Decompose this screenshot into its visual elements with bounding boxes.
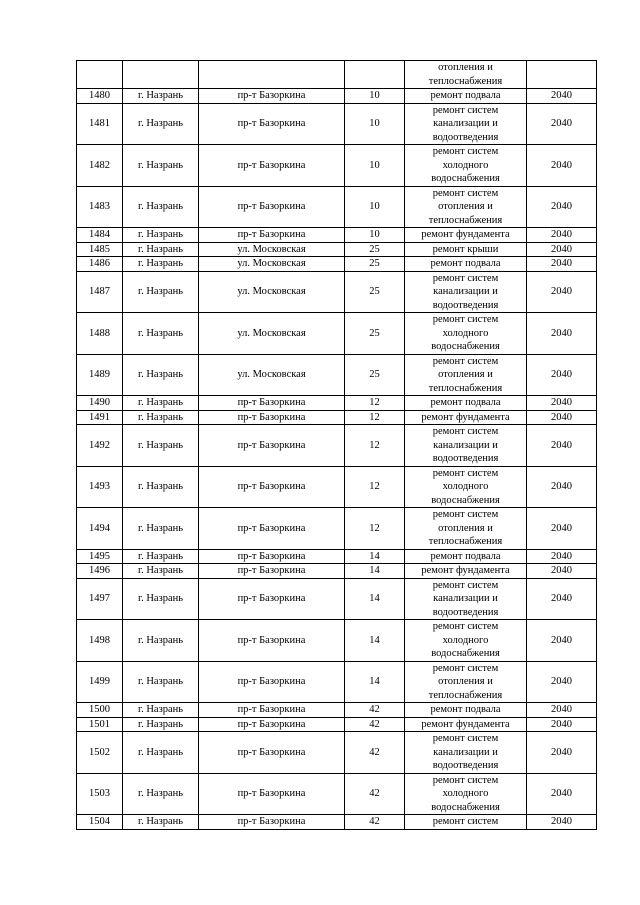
table-row bbox=[77, 410, 597, 425]
table-row bbox=[77, 61, 597, 89]
table-row bbox=[77, 242, 597, 257]
year-cell: 2040 bbox=[527, 242, 597, 257]
house-number-cell: 42 bbox=[345, 717, 405, 732]
year-cell: 2040 bbox=[527, 466, 597, 508]
table-row bbox=[77, 564, 597, 579]
street-cell: пр-т Базоркина bbox=[199, 620, 345, 662]
house-number-cell: 12 bbox=[345, 425, 405, 467]
work-type-cell: ремонт систем bbox=[405, 815, 527, 830]
year-cell: 2040 bbox=[527, 396, 597, 411]
year-cell: 2040 bbox=[527, 103, 597, 145]
work-type-cell: ремонт фундамента bbox=[405, 228, 527, 243]
row-number-cell: 1501 bbox=[77, 717, 123, 732]
city-cell: г. Назрань bbox=[123, 717, 199, 732]
street-cell: ул. Московская bbox=[199, 313, 345, 355]
table-row bbox=[77, 578, 597, 620]
house-number-cell: 10 bbox=[345, 89, 405, 104]
row-number-cell: 1492 bbox=[77, 425, 123, 467]
house-number-cell: 42 bbox=[345, 732, 405, 774]
row-number-cell: 1495 bbox=[77, 549, 123, 564]
street-cell: пр-т Базоркина bbox=[199, 186, 345, 228]
row-number-cell: 1490 bbox=[77, 396, 123, 411]
city-cell: г. Назрань bbox=[123, 466, 199, 508]
house-number-cell: 12 bbox=[345, 410, 405, 425]
house-number-cell: 14 bbox=[345, 549, 405, 564]
house-number-cell: 10 bbox=[345, 145, 405, 187]
city-cell: г. Назрань bbox=[123, 620, 199, 662]
street-cell: пр-т Базоркина bbox=[199, 425, 345, 467]
year-cell: 2040 bbox=[527, 717, 597, 732]
street-cell: пр-т Базоркина bbox=[199, 103, 345, 145]
year-cell: 2040 bbox=[527, 703, 597, 718]
city-cell: г. Назрань bbox=[123, 271, 199, 313]
city-cell: г. Назрань bbox=[123, 410, 199, 425]
table-row bbox=[77, 425, 597, 467]
house-number-cell: 10 bbox=[345, 228, 405, 243]
work-type-cell: ремонт фундамента bbox=[405, 410, 527, 425]
work-type-cell: ремонт систем отопления и теплоснабжения bbox=[405, 186, 527, 228]
house-number-cell: 25 bbox=[345, 242, 405, 257]
street-cell: ул. Московская bbox=[199, 242, 345, 257]
house-number-cell: 14 bbox=[345, 564, 405, 579]
year-cell: 2040 bbox=[527, 661, 597, 703]
table-row bbox=[77, 661, 597, 703]
row-number-cell: 1484 bbox=[77, 228, 123, 243]
house-number-cell: 25 bbox=[345, 257, 405, 272]
year-cell: 2040 bbox=[527, 815, 597, 830]
city-cell: г. Назрань bbox=[123, 815, 199, 830]
street-cell: пр-т Базоркина bbox=[199, 815, 345, 830]
house-number-cell: 25 bbox=[345, 271, 405, 313]
year-cell: 2040 bbox=[527, 89, 597, 104]
year-cell bbox=[527, 61, 597, 89]
work-type-cell: ремонт систем канализации и водоотведения bbox=[405, 271, 527, 313]
year-cell: 2040 bbox=[527, 425, 597, 467]
row-number-cell: 1480 bbox=[77, 89, 123, 104]
row-number-cell: 1496 bbox=[77, 564, 123, 579]
work-type-cell: ремонт подвала bbox=[405, 89, 527, 104]
house-number-cell: 12 bbox=[345, 466, 405, 508]
table-row bbox=[77, 228, 597, 243]
row-number-cell: 1499 bbox=[77, 661, 123, 703]
year-cell: 2040 bbox=[527, 271, 597, 313]
house-number-cell: 25 bbox=[345, 313, 405, 355]
table-row bbox=[77, 549, 597, 564]
street-cell: ул. Московская bbox=[199, 257, 345, 272]
work-type-cell: ремонт систем канализации и водоотведения bbox=[405, 103, 527, 145]
table-row bbox=[77, 186, 597, 228]
street-cell: пр-т Базоркина bbox=[199, 549, 345, 564]
street-cell: пр-т Базоркина bbox=[199, 396, 345, 411]
city-cell: г. Назрань bbox=[123, 425, 199, 467]
city-cell: г. Назрань bbox=[123, 313, 199, 355]
year-cell: 2040 bbox=[527, 186, 597, 228]
year-cell: 2040 bbox=[527, 773, 597, 815]
work-type-cell: ремонт систем канализации и водоотведения bbox=[405, 425, 527, 467]
table-row bbox=[77, 703, 597, 718]
table-row bbox=[77, 508, 597, 550]
house-number-cell: 42 bbox=[345, 703, 405, 718]
house-number-cell: 12 bbox=[345, 508, 405, 550]
work-type-cell: ремонт подвала bbox=[405, 703, 527, 718]
row-number-cell: 1503 bbox=[77, 773, 123, 815]
work-type-cell: ремонт фундамента bbox=[405, 717, 527, 732]
city-cell: г. Назрань bbox=[123, 732, 199, 774]
street-cell: пр-т Базоркина bbox=[199, 508, 345, 550]
year-cell: 2040 bbox=[527, 508, 597, 550]
table-row bbox=[77, 313, 597, 355]
row-number-cell: 1491 bbox=[77, 410, 123, 425]
row-number-cell: 1483 bbox=[77, 186, 123, 228]
work-type-cell: ремонт систем холодного водоснабжения bbox=[405, 773, 527, 815]
city-cell: г. Назрань bbox=[123, 508, 199, 550]
work-type-cell: ремонт систем канализации и водоотведения bbox=[405, 732, 527, 774]
year-cell: 2040 bbox=[527, 620, 597, 662]
table-row bbox=[77, 620, 597, 662]
work-type-cell: ремонт систем отопления и теплоснабжения bbox=[405, 661, 527, 703]
row-number-cell: 1500 bbox=[77, 703, 123, 718]
table-row bbox=[77, 271, 597, 313]
work-type-cell: ремонт подвала bbox=[405, 549, 527, 564]
work-type-cell: ремонт подвала bbox=[405, 396, 527, 411]
city-cell: г. Назрань bbox=[123, 564, 199, 579]
work-type-cell: ремонт систем холодного водоснабжения bbox=[405, 620, 527, 662]
row-number-cell: 1485 bbox=[77, 242, 123, 257]
street-cell: пр-т Базоркина bbox=[199, 145, 345, 187]
row-number-cell: 1504 bbox=[77, 815, 123, 830]
house-number-cell: 14 bbox=[345, 661, 405, 703]
work-type-cell: ремонт крыши bbox=[405, 242, 527, 257]
table-row bbox=[77, 773, 597, 815]
table-row bbox=[77, 257, 597, 272]
street-cell: пр-т Базоркина bbox=[199, 661, 345, 703]
street-cell: пр-т Базоркина bbox=[199, 732, 345, 774]
row-number-cell: 1486 bbox=[77, 257, 123, 272]
city-cell: г. Назрань bbox=[123, 354, 199, 396]
table-row bbox=[77, 396, 597, 411]
repair-schedule-table bbox=[76, 60, 597, 830]
city-cell: г. Назрань bbox=[123, 661, 199, 703]
house-number-cell: 10 bbox=[345, 103, 405, 145]
street-cell: пр-т Базоркина bbox=[199, 703, 345, 718]
table-row bbox=[77, 89, 597, 104]
table-row bbox=[77, 145, 597, 187]
street-cell: пр-т Базоркина bbox=[199, 89, 345, 104]
work-type-cell: отопления и теплоснабжения bbox=[405, 61, 527, 89]
work-type-cell: ремонт систем холодного водоснабжения bbox=[405, 466, 527, 508]
city-cell bbox=[123, 61, 199, 89]
work-type-cell: ремонт подвала bbox=[405, 257, 527, 272]
street-cell: пр-т Базоркина bbox=[199, 228, 345, 243]
work-type-cell: ремонт систем холодного водоснабжения bbox=[405, 313, 527, 355]
row-number-cell: 1502 bbox=[77, 732, 123, 774]
house-number-cell: 42 bbox=[345, 773, 405, 815]
year-cell: 2040 bbox=[527, 313, 597, 355]
city-cell: г. Назрань bbox=[123, 703, 199, 718]
city-cell: г. Назрань bbox=[123, 242, 199, 257]
house-number-cell: 10 bbox=[345, 186, 405, 228]
street-cell bbox=[199, 61, 345, 89]
row-number-cell: 1488 bbox=[77, 313, 123, 355]
house-number-cell: 14 bbox=[345, 578, 405, 620]
house-number-cell: 42 bbox=[345, 815, 405, 830]
row-number-cell: 1494 bbox=[77, 508, 123, 550]
city-cell: г. Назрань bbox=[123, 89, 199, 104]
house-number-cell bbox=[345, 61, 405, 89]
table-row bbox=[77, 732, 597, 774]
year-cell: 2040 bbox=[527, 145, 597, 187]
row-number-cell: 1481 bbox=[77, 103, 123, 145]
table-row bbox=[77, 815, 597, 830]
year-cell: 2040 bbox=[527, 549, 597, 564]
table-body bbox=[77, 61, 597, 830]
year-cell: 2040 bbox=[527, 228, 597, 243]
house-number-cell: 25 bbox=[345, 354, 405, 396]
city-cell: г. Назрань bbox=[123, 549, 199, 564]
row-number-cell: 1482 bbox=[77, 145, 123, 187]
work-type-cell: ремонт систем отопления и теплоснабжения bbox=[405, 508, 527, 550]
work-type-cell: ремонт фундамента bbox=[405, 564, 527, 579]
city-cell: г. Назрань bbox=[123, 103, 199, 145]
year-cell: 2040 bbox=[527, 354, 597, 396]
street-cell: пр-т Базоркина bbox=[199, 717, 345, 732]
table-row bbox=[77, 354, 597, 396]
city-cell: г. Назрань bbox=[123, 396, 199, 411]
city-cell: г. Назрань bbox=[123, 578, 199, 620]
year-cell: 2040 bbox=[527, 410, 597, 425]
house-number-cell: 12 bbox=[345, 396, 405, 411]
street-cell: ул. Московская bbox=[199, 271, 345, 313]
city-cell: г. Назрань bbox=[123, 186, 199, 228]
street-cell: пр-т Базоркина bbox=[199, 410, 345, 425]
year-cell: 2040 bbox=[527, 257, 597, 272]
house-number-cell: 14 bbox=[345, 620, 405, 662]
table-row bbox=[77, 103, 597, 145]
work-type-cell: ремонт систем канализации и водоотведения bbox=[405, 578, 527, 620]
city-cell: г. Назрань bbox=[123, 773, 199, 815]
work-type-cell: ремонт систем холодного водоснабжения bbox=[405, 145, 527, 187]
table-row bbox=[77, 717, 597, 732]
city-cell: г. Назрань bbox=[123, 228, 199, 243]
row-number-cell bbox=[77, 61, 123, 89]
year-cell: 2040 bbox=[527, 732, 597, 774]
row-number-cell: 1493 bbox=[77, 466, 123, 508]
row-number-cell: 1498 bbox=[77, 620, 123, 662]
row-number-cell: 1487 bbox=[77, 271, 123, 313]
street-cell: пр-т Базоркина bbox=[199, 564, 345, 579]
street-cell: пр-т Базоркина bbox=[199, 466, 345, 508]
table-row bbox=[77, 466, 597, 508]
street-cell: пр-т Базоркина bbox=[199, 578, 345, 620]
city-cell: г. Назрань bbox=[123, 145, 199, 187]
row-number-cell: 1497 bbox=[77, 578, 123, 620]
year-cell: 2040 bbox=[527, 578, 597, 620]
street-cell: пр-т Базоркина bbox=[199, 773, 345, 815]
street-cell: ул. Московская bbox=[199, 354, 345, 396]
work-type-cell: ремонт систем отопления и теплоснабжения bbox=[405, 354, 527, 396]
document-page bbox=[76, 60, 597, 830]
year-cell: 2040 bbox=[527, 564, 597, 579]
row-number-cell: 1489 bbox=[77, 354, 123, 396]
city-cell: г. Назрань bbox=[123, 257, 199, 272]
